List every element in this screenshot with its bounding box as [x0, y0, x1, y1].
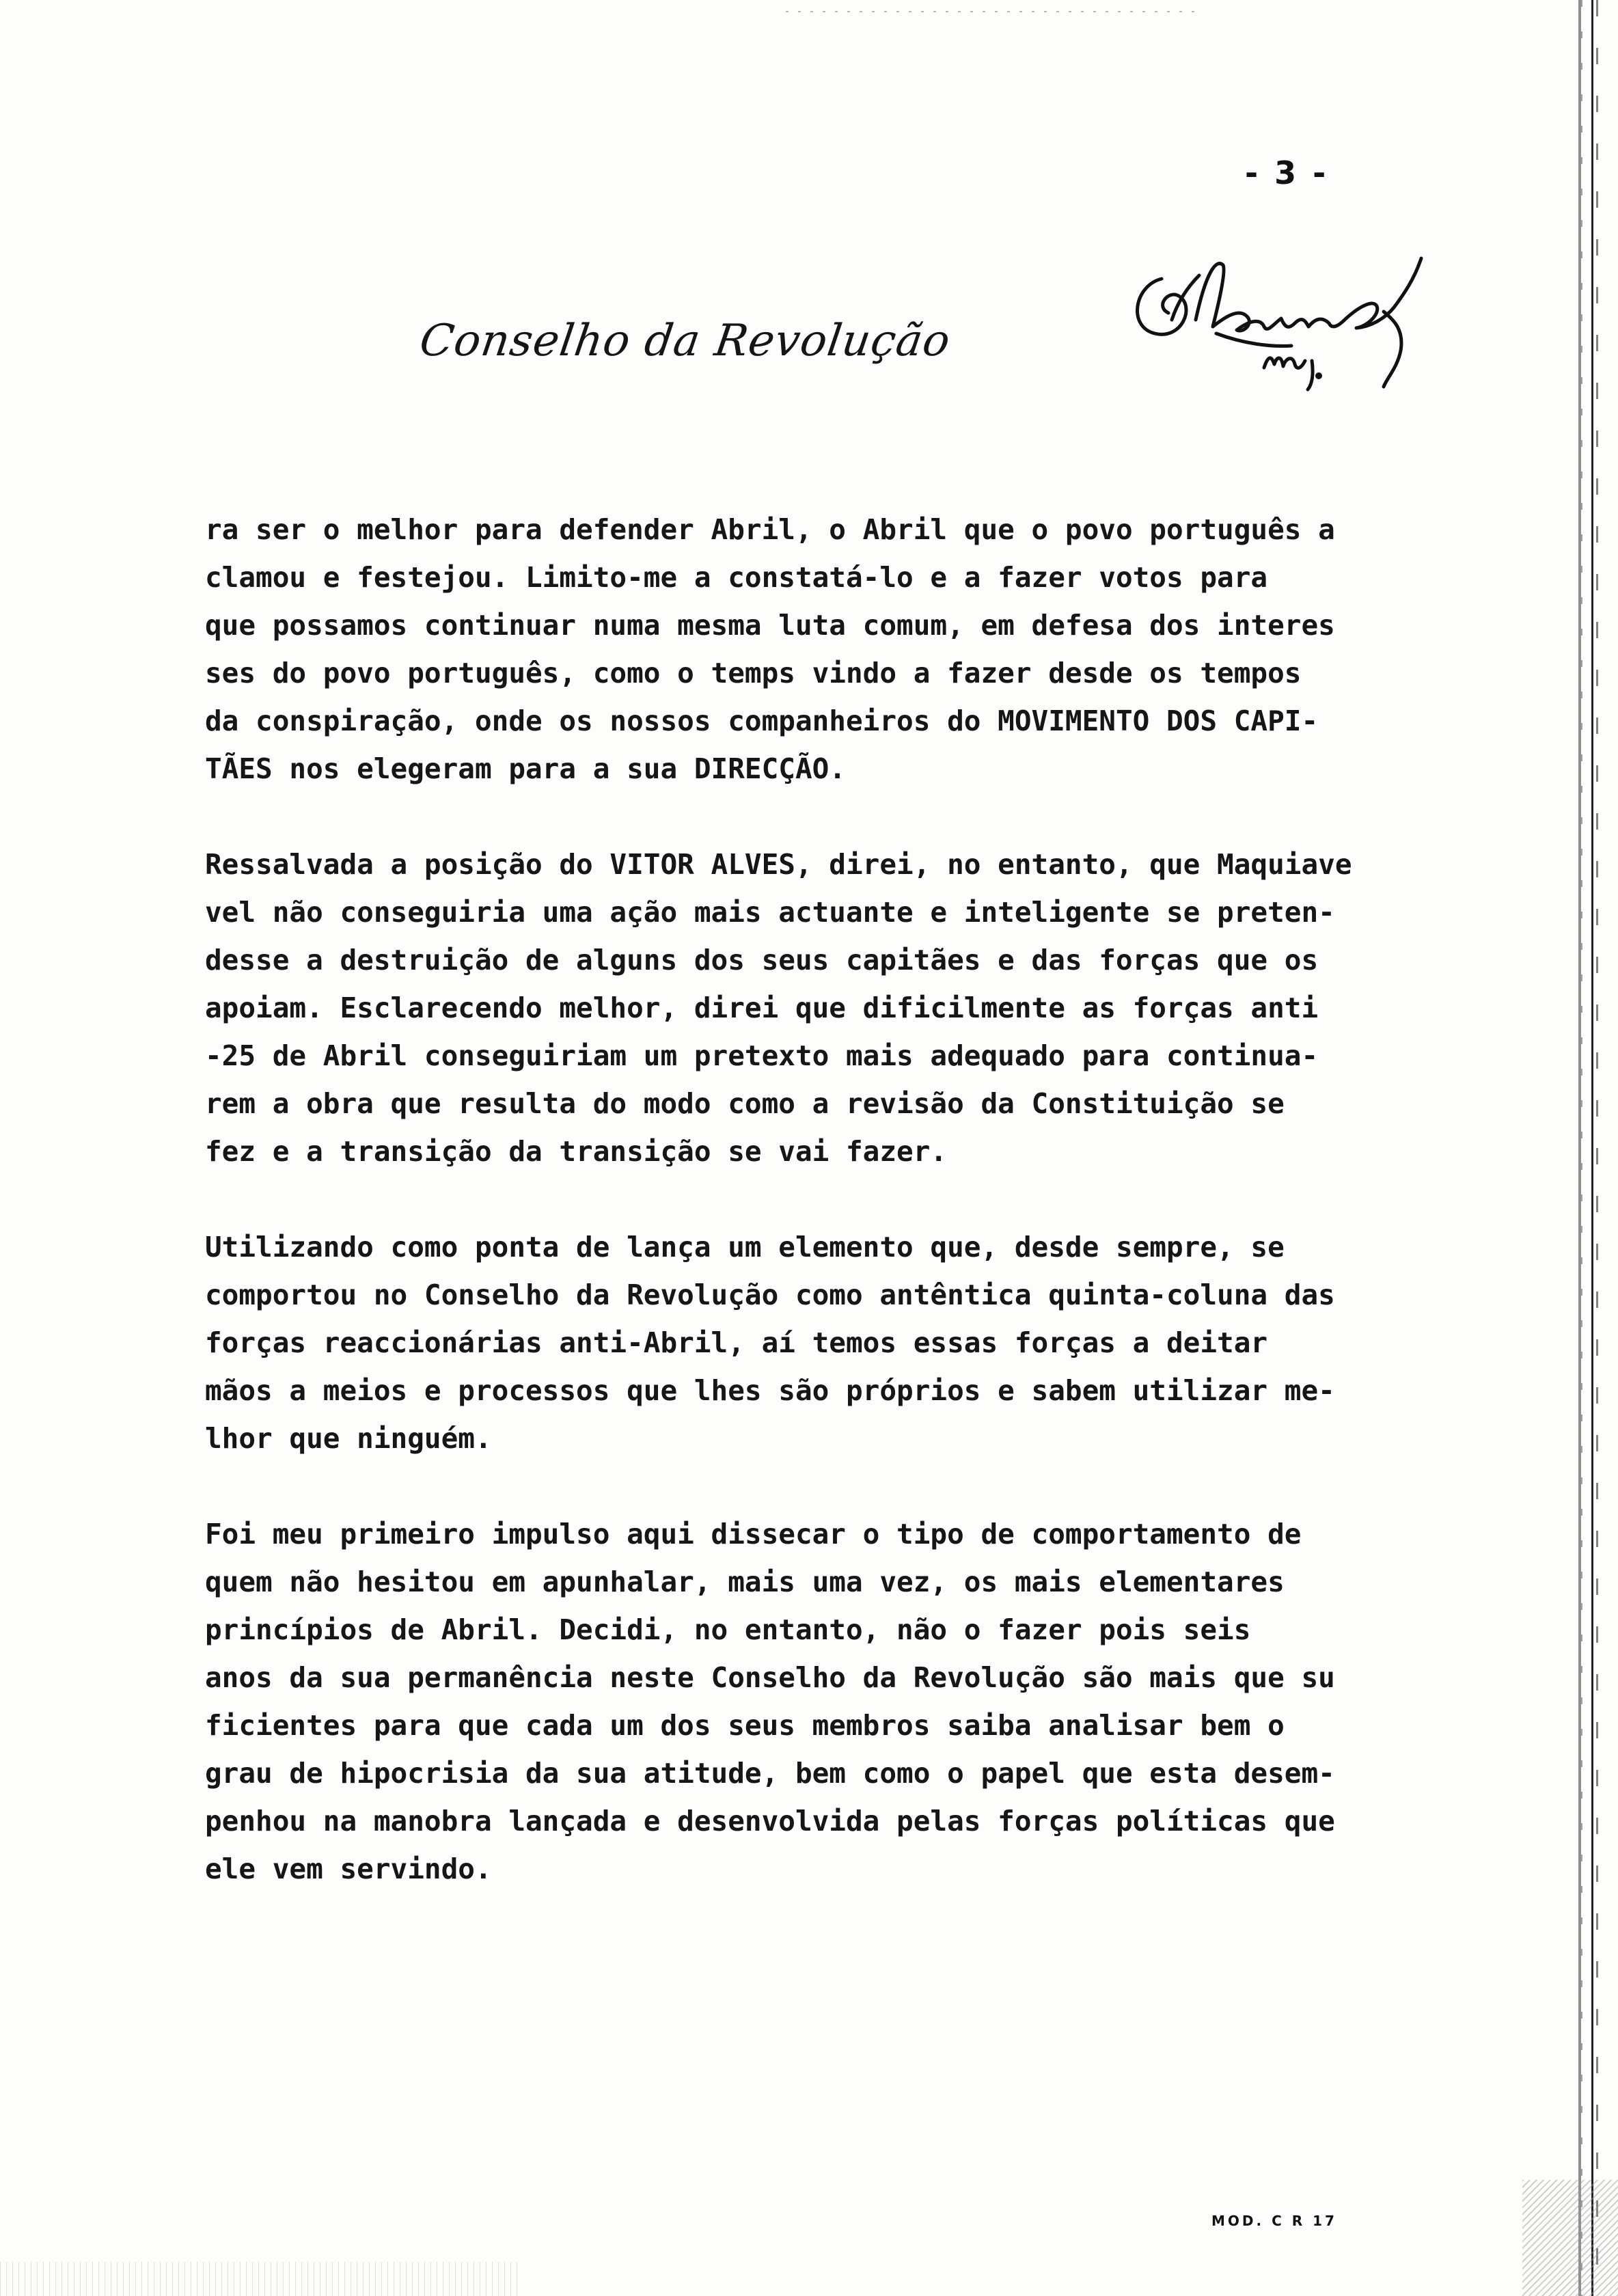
form-code: MOD. C R 17	[1211, 2213, 1337, 2229]
scan-noise-corner	[1522, 2180, 1618, 2296]
paragraph: Foi meu primeiro impulso aqui dissecar o tipo de comportamento de quem não hesitou em apunhalar, mais uma vez, os mais elementares princípios de Abril. Decidi, no entanto, não o fazer pois seis anos da sua permanência neste Conselho da Revolução são mais que su ficientes para que cada um dos seus membros saiba analisar bem o grau de hipocrisia da sua atitude, bem como o papel que esta desem- penhou na manobra lançada e desenvolvida pelas forças políticas que ele vem servindo.	[205, 1518, 1335, 1885]
paragraph: ra ser o melhor para defender Abril, o Abril que o povo português a clamou e festejou. Limito-me a constatá-lo e a fazer votos para que possamos continuar numa mesma luta comum, em defesa dos interes ses do povo português, como o temps vindo a fazer desde os tempos da conspiração, onde os nossos companheiros do MOVIMENTO DOS CAPI- TÃES nos elegeram para a sua DIRECÇÃO.	[205, 513, 1335, 785]
letter-body	[205, 506, 1401, 1941]
scan-noise-bottom	[0, 2262, 519, 2296]
handwritten-signature	[1114, 231, 1435, 395]
page-number: - 3 -	[1245, 154, 1329, 191]
paragraph: Ressalvada a posição do VITOR ALVES, direi, no entanto, que Maquiave vel não conseguiria uma ação mais actuante e inteligente se preten- desse a destruição de alguns dos seus capitães e das forças que os apoiam. Esclarecendo melhor, direi que dificilmente as forças anti -25 de Abril conseguiriam um pretexto mais adequado para continua- rem a obra que resulta do modo como a revisão da Constituição se fez e a transição da transição se vai fazer.	[205, 848, 1352, 1168]
scan-specks	[786, 11, 1196, 12]
scan-edge-dashes	[1596, 0, 1598, 2296]
scan-edge-line	[1591, 0, 1593, 2296]
letterhead-title: Conselho da Revolução	[416, 316, 954, 366]
paragraph: Utilizando como ponta de lança um elemento que, desde sempre, se comportou no Conselho da Revolução como antêntica quinta-coluna das forças reaccionárias anti-Abril, aí temos essas forças a deitar mãos a meios e processos que lhes são próprios e sabem utilizar me- lhor que ninguém.	[205, 1231, 1335, 1455]
scan-edge-dashes	[1581, 0, 1582, 2296]
